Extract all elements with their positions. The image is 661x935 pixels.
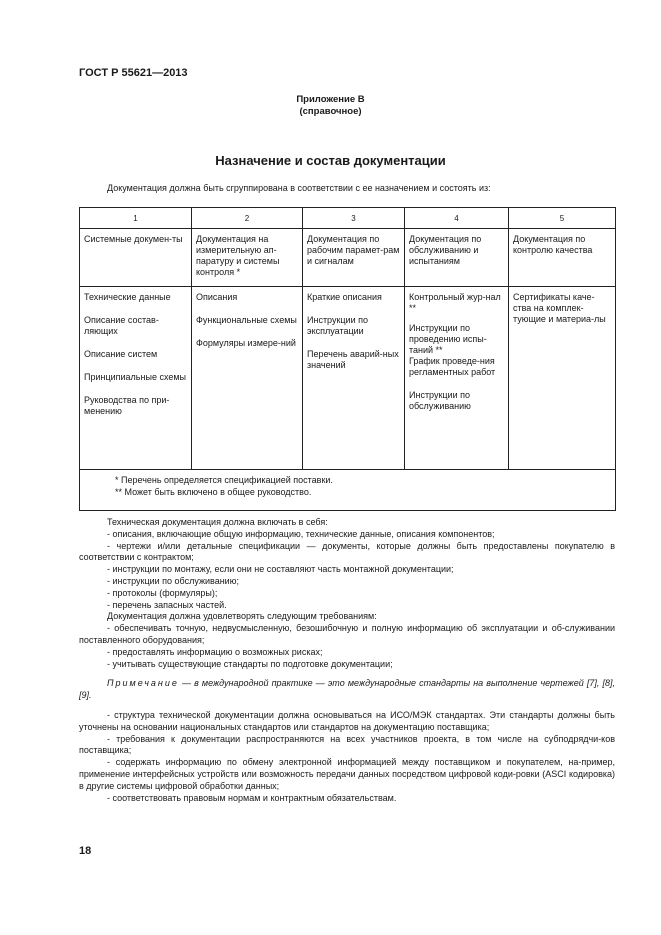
list-item: - инструкции по монтажу, если они не составляют часть монтажной документации; xyxy=(107,564,454,575)
column-number: 3 xyxy=(303,208,405,229)
paragraph: Техническая документация должна включать в себя: xyxy=(107,517,328,527)
list-item: - содержать информацию по обмену электронной информацией между поставщиком и покупателем, на-пример, применение интерфейсных устройств или возможность передачи данных посредством цифровой коди-ровки (ASCI кодировка) в другие системы цифровой обработки данных; xyxy=(79,757,615,791)
list-item: - структура технической документации должна основываться на ИСО/МЭК стандартах. Эти стандарты должны быть уточнены на основании национальных стандартов или стандартов на документацию поставщика; xyxy=(79,709,615,732)
column-items xyxy=(405,287,509,470)
list-item: - предоставлять информацию о возможных рисках; xyxy=(107,646,323,657)
list-item: Краткие описания xyxy=(307,292,382,302)
note-label: Примечание xyxy=(107,678,179,689)
column-number: 5 xyxy=(509,208,616,229)
list-item: - обеспечивать точную, недвусмысленную, безошибочную и полную информацию об эксплуатации и об-служивании поставленного оборудования; xyxy=(79,623,615,645)
list-item: Инструкции по обслуживанию xyxy=(409,390,471,411)
note-paragraph xyxy=(79,678,615,702)
list-item: - соответствовать правовым нормам и контрактным обязательствам. xyxy=(107,792,397,803)
documentation-table xyxy=(79,207,616,511)
appendix-subtitle: (справочное) xyxy=(299,106,362,117)
column-items xyxy=(80,287,192,470)
column-header: Документация по рабочим парамет-рам и сигналам xyxy=(303,229,405,287)
list-item: - инструкции по обслуживанию; xyxy=(107,575,239,586)
list-item: - требования к документации распространяются на всех участников проекта, в том числе на субподрядчи-ков поставщика; xyxy=(79,733,615,756)
list-item: Инструкции по эксплуатации xyxy=(307,315,368,336)
list-item: Технические данные xyxy=(84,292,171,302)
table-items-row xyxy=(80,287,616,470)
column-number: 4 xyxy=(405,208,509,229)
footnote: ** Может быть включено в общее руководство. xyxy=(115,487,312,497)
footnote: * Перечень определяется спецификацией поставки. xyxy=(115,475,333,485)
list-item: - перечень запасных частей. xyxy=(107,599,227,610)
list-item: Перечень аварий-ных значений xyxy=(307,349,399,370)
document-header: ГОСТ Р 55621—2013 xyxy=(79,67,188,79)
column-number: 1 xyxy=(80,208,192,229)
table-footnotes xyxy=(80,470,616,511)
list-item: Описание состав-ляющих xyxy=(84,315,159,336)
note-text: — в международной практике — это международные стандарты на выполнение чертежей [7], [8], [9]. xyxy=(79,678,615,701)
body-text xyxy=(79,517,615,804)
intro-text: Документация должна быть сгруппирована в соответствии с ее назначением и состоять из: xyxy=(107,183,491,193)
list-item: Инструкции по проведению испы-таний ** xyxy=(409,323,487,355)
appendix-label xyxy=(0,94,661,118)
list-item: Сертификаты каче-ства на комплек-тующие и материа-лы xyxy=(513,292,606,324)
list-item: - чертежи и/или детальные спецификации — документы, которые должны быть предоставлены покупателю в соответствии с контрактом; xyxy=(79,540,615,563)
list-item: Руководства по при-менению xyxy=(84,395,170,416)
appendix-title: Приложение В xyxy=(296,94,365,105)
column-header: Документация на измерительную ап-паратуру и системы контроля * xyxy=(192,229,303,287)
column-header: Системные докумен-ты xyxy=(80,229,192,287)
list-item: Формуляры измере-ний xyxy=(196,338,296,348)
column-header: Документация по обслуживанию и испытаниям xyxy=(405,229,509,287)
paragraph: Документация должна удовлетворять следующим требованиям: xyxy=(107,611,377,622)
list-item: График проведе-ния регламентных работ xyxy=(409,356,496,377)
list-item: Описание систем xyxy=(84,349,158,359)
table-header-row xyxy=(80,229,616,287)
list-item: Принципиальные схемы xyxy=(84,372,187,382)
column-items xyxy=(303,287,405,470)
column-items xyxy=(509,287,616,470)
list-item: Функциональные схемы xyxy=(196,315,297,325)
list-item: - учитывать существующие стандарты по подготовке документации; xyxy=(107,658,393,669)
page-number: 18 xyxy=(79,845,92,857)
column-items xyxy=(192,287,303,470)
list-item: - описания, включающие общую информацию, технические данные, описания компонентов; xyxy=(107,528,495,539)
table-number-row xyxy=(80,208,616,229)
column-header: Документация по контролю качества xyxy=(509,229,616,287)
list-item: - протоколы (формуляры); xyxy=(107,587,218,598)
list-item: Контрольный жур-нал ** xyxy=(409,292,501,313)
table-notes-row xyxy=(80,470,616,511)
section-title: Назначение и состав документации xyxy=(215,153,446,168)
column-number: 2 xyxy=(192,208,303,229)
list-item: Описания xyxy=(196,292,238,302)
